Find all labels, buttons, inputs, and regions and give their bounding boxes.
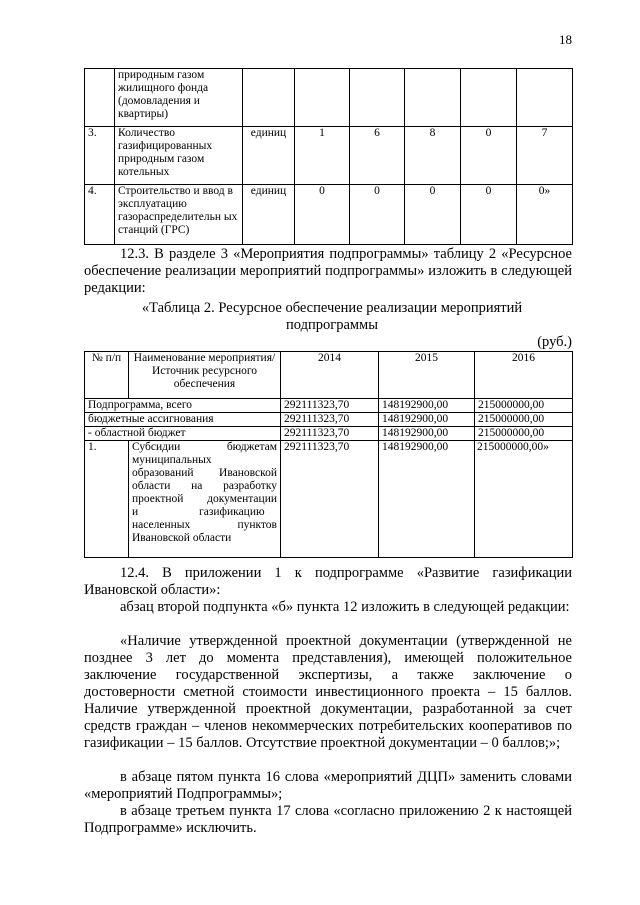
row-value: 0	[405, 185, 461, 245]
row-value	[295, 69, 350, 127]
table-row	[85, 413, 573, 427]
row-value: 292111323,70	[281, 413, 379, 427]
row-unit	[243, 69, 295, 127]
row-name: природным газом жилищного фонда (домовладения и квартиры)	[115, 69, 243, 127]
row-value: 292111323,70	[281, 399, 379, 413]
header-name: Наименование мероприятия/Источник ресурсного обеспечения	[129, 352, 281, 399]
row-value: 0	[461, 127, 517, 185]
row-name-line: населенных пунктов	[132, 519, 277, 531]
row-unit: единиц	[243, 127, 295, 185]
row-name-line: области на разработку	[132, 480, 277, 492]
row-value	[405, 69, 461, 127]
resource-table	[84, 351, 573, 558]
row-name-line: Ивановской области	[132, 532, 232, 544]
row-name-line: образований Ивановской	[132, 467, 277, 479]
row-value	[517, 69, 573, 127]
row-value: 0	[461, 185, 517, 245]
row-value: 148192900,00	[379, 441, 475, 558]
table-row	[85, 69, 573, 127]
row-value: 0	[295, 185, 350, 245]
row-name-line: Субсидии бюджетам	[132, 441, 277, 453]
row-value: 148192900,00	[379, 413, 475, 427]
page-number: 18	[559, 32, 572, 47]
paragraph-point-17: в абзаце третьем пункта 17 слова «согласно приложению 2 к настоящей Подпрограмме» исключить.	[84, 803, 572, 836]
row-value: 8	[405, 127, 461, 185]
table-row	[85, 441, 573, 558]
unit-note: (руб.)	[537, 334, 572, 350]
paragraph-quote: «Наличие утвержденной проектной документации (утвержденной не позднее 3 лет до момента представления), имеющей положительное заключение государственной экспертизы, а также заключение о достоверности сметной стоимости инвестиционного проекта – 15 баллов. Наличие утвержденной проектной документации, разработанной за счет средств граждан – членов некоммерческих потребительских кооперативов по газификации – 15 баллов. Отсутствие проектной документации – 0 баллов;»;	[84, 633, 572, 751]
table-row	[85, 427, 573, 441]
row-name-line: муниципальных	[132, 454, 212, 466]
paragraph-12-3: 12.3. В разделе 3 «Мероприятия подпрограммы» таблицу 2 «Ресурсное обеспечение реализации мероприятий подпрограммы» изложить в следующей редакции:	[84, 246, 572, 296]
row-name	[129, 441, 281, 558]
row-number	[85, 69, 115, 127]
row-name: Количество газифицированных природным газом котельных	[115, 127, 243, 185]
row-value: 0»	[517, 185, 573, 245]
paragraph-abzac-second: абзац второй подпункта «б» пункта 12 изложить в следующей редакции:	[120, 599, 570, 615]
row-value: 215000000,00»	[475, 441, 573, 558]
paragraph-12-4: 12.4. В приложении 1 к подпрограмме «Развитие газификации Ивановской области»:	[84, 565, 572, 598]
row-value: 148192900,00	[379, 399, 475, 413]
row-number: 3.	[85, 127, 115, 185]
row-value: 1	[295, 127, 350, 185]
header-number: № п/п	[85, 352, 129, 399]
row-value: 148192900,00	[379, 427, 475, 441]
header-year-2016: 2016	[475, 352, 573, 399]
row-value: 6	[350, 127, 405, 185]
row-value	[350, 69, 405, 127]
header-year-2014: 2014	[281, 352, 379, 399]
table-row	[85, 127, 573, 185]
table2-title: «Таблица 2. Ресурсное обеспечение реализации мероприятий подпрограммы	[141, 300, 523, 333]
indicators-table	[84, 68, 573, 245]
table-row	[85, 185, 573, 245]
row-number: 4.	[85, 185, 115, 245]
row-label: бюджетные ассигнования	[85, 413, 281, 427]
row-value: 7	[517, 127, 573, 185]
row-name-line: и газификацию	[132, 506, 265, 518]
row-value: 292111323,70	[281, 427, 379, 441]
table-row	[85, 399, 573, 413]
row-value: 0	[350, 185, 405, 245]
row-number: 1.	[85, 441, 129, 558]
row-value: 215000000,00	[475, 413, 573, 427]
row-value: 292111323,70	[281, 441, 379, 558]
paragraph-point-16: в абзаце пятом пункта 16 слова «мероприятий ДЦП» заменить словами «мероприятий Подпрограммы»;	[84, 769, 572, 802]
row-name: Строительство и ввод в эксплуатацию газораспределительн ых станций (ГРС)	[115, 185, 243, 245]
row-value: 215000000,00	[475, 427, 573, 441]
row-value	[461, 69, 517, 127]
row-label: Подпрограмма, всего	[85, 399, 281, 413]
row-value: 215000000,00	[475, 399, 573, 413]
header-year-2015: 2015	[379, 352, 475, 399]
row-unit: единиц	[243, 185, 295, 245]
table-header-row	[85, 352, 573, 399]
row-name-line: проектной документации	[132, 493, 277, 505]
row-label: - областной бюджет	[85, 427, 281, 441]
